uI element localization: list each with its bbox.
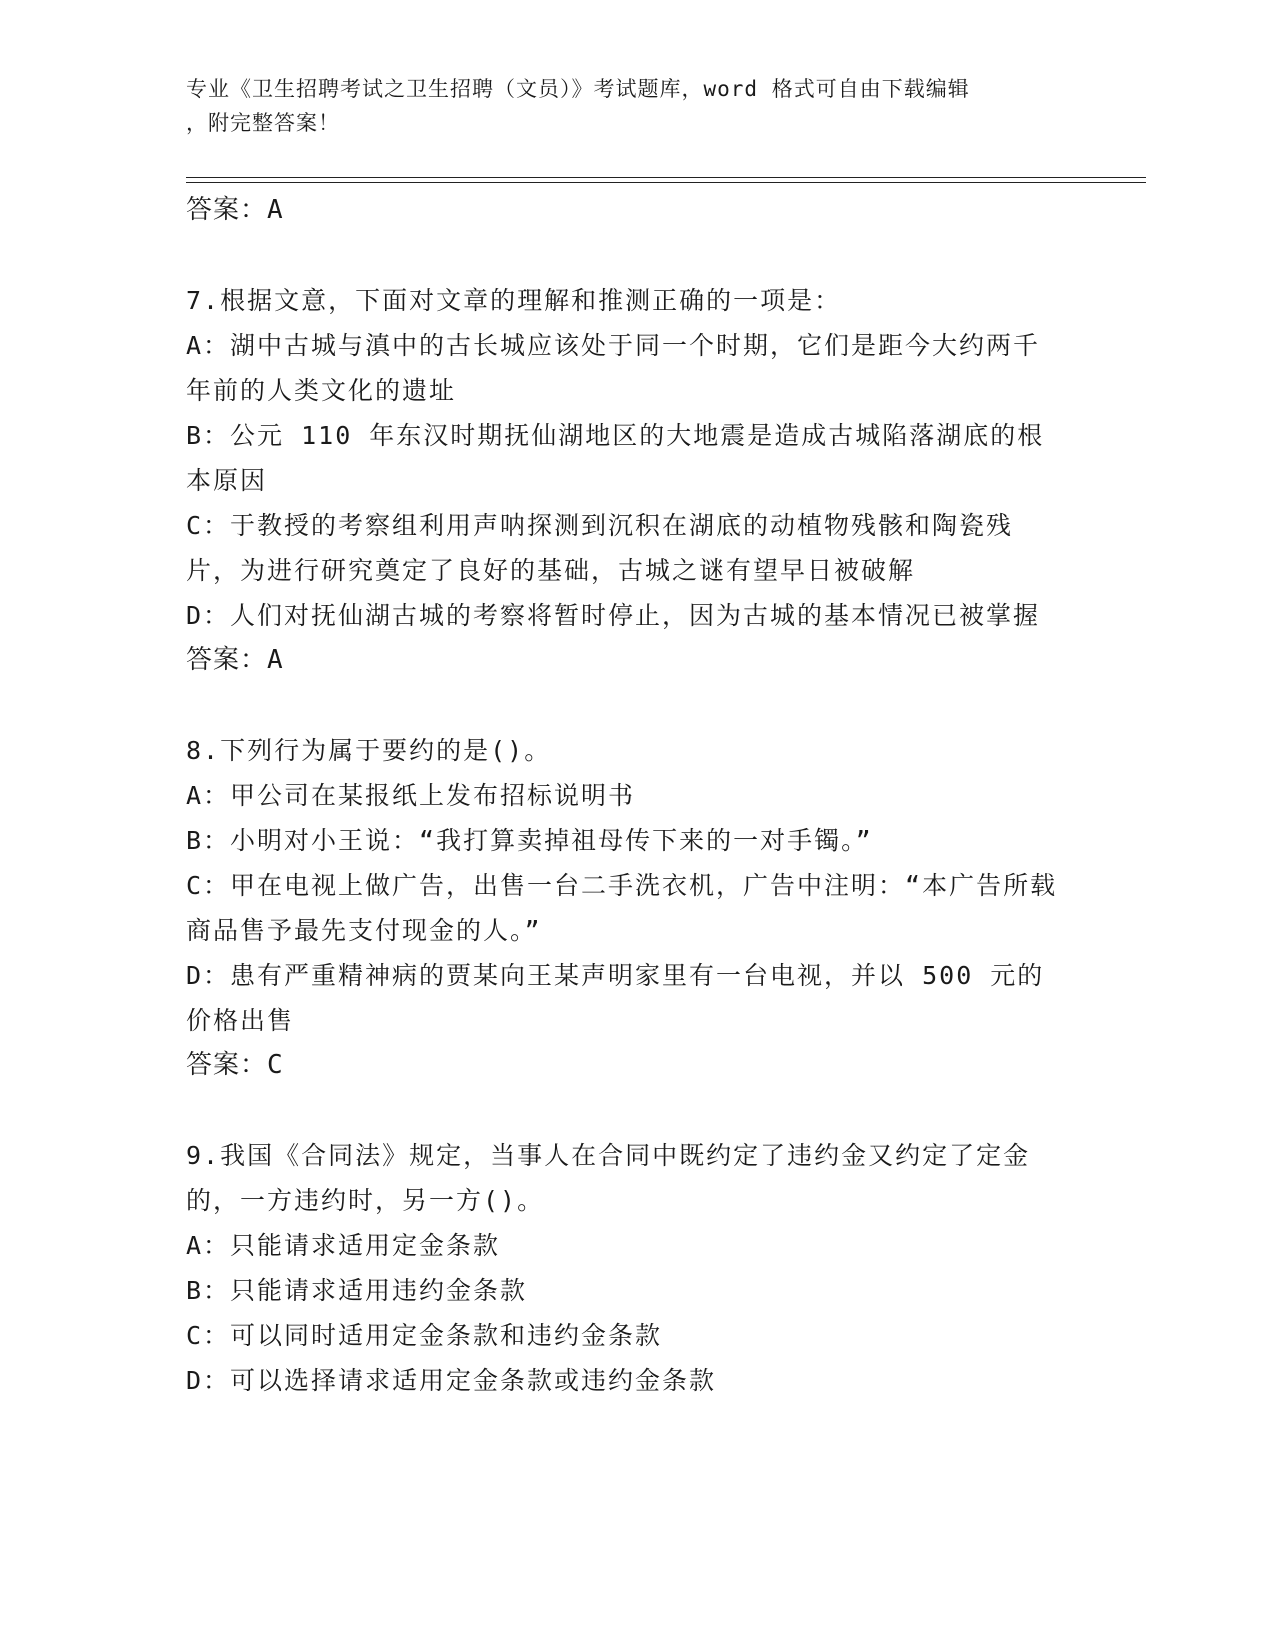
option-a: A：只能请求适用定金条款 <box>186 1231 501 1260</box>
option-c: C：于教授的考察组利用声呐探测到沉积在湖底的动植物残骸和陶瓷残片，为进行研究奠定了良好的基础，古城之谜有望早日被破解 <box>186 511 1014 585</box>
header-line-2: ，附完整答案！ <box>186 111 340 135</box>
answer-line: 答案：C <box>186 1050 284 1080</box>
option-d: D：可以选择请求适用定金条款或违约金条款 <box>186 1366 717 1395</box>
option-a: A：湖中古城与滇中的古长城应该处于同一个时期，它们是距今大约两千年前的人类文化的遗址 <box>186 331 1041 405</box>
answer-line: 答案：A <box>186 645 284 675</box>
header-line-1: 专业《卫生招聘考试之卫生招聘（文员）》考试题库，word 格式可自由下载编辑 <box>186 77 970 101</box>
header-rule-bottom <box>186 182 1146 183</box>
question-stem: 7.根据文意，下面对文章的理解和推测正确的一项是： <box>186 286 842 315</box>
option-b: B：公元 110 年东汉时期抚仙湖地区的大地震是造成古城陷落湖底的根本原因 <box>186 421 1045 495</box>
option-d: D：患有严重精神病的贾某向王某声明家里有一台电视，并以 500 元的价格出售 <box>186 961 1045 1035</box>
answer-line: 答案：A <box>186 195 284 225</box>
option-b: B：小明对小王说：“我打算卖掉祖母传下来的一对手镯。” <box>186 826 873 855</box>
document-body <box>186 188 1066 1403</box>
question-stem: 8.下列行为属于要约的是()。 <box>186 736 552 765</box>
question-stem: 9.我国《合同法》规定，当事人在合同中既约定了违约金又约定了定金的，一方违约时，另一方()。 <box>186 1141 1031 1215</box>
header-rule-top <box>186 177 1146 178</box>
option-c: C：甲在电视上做广告，出售一台二手洗衣机，广告中注明：“本广告所载商品售予最先支付现金的人。” <box>186 871 1058 945</box>
option-d: D：人们对抚仙湖古城的考察将暂时停止，因为古城的基本情况已被掌握 <box>186 601 1041 630</box>
option-b: B：只能请求适用违约金条款 <box>186 1276 528 1305</box>
option-a: A：甲公司在某报纸上发布招标说明书 <box>186 781 636 810</box>
option-c: C：可以同时适用定金条款和违约金条款 <box>186 1321 663 1350</box>
document-header <box>186 72 1066 140</box>
